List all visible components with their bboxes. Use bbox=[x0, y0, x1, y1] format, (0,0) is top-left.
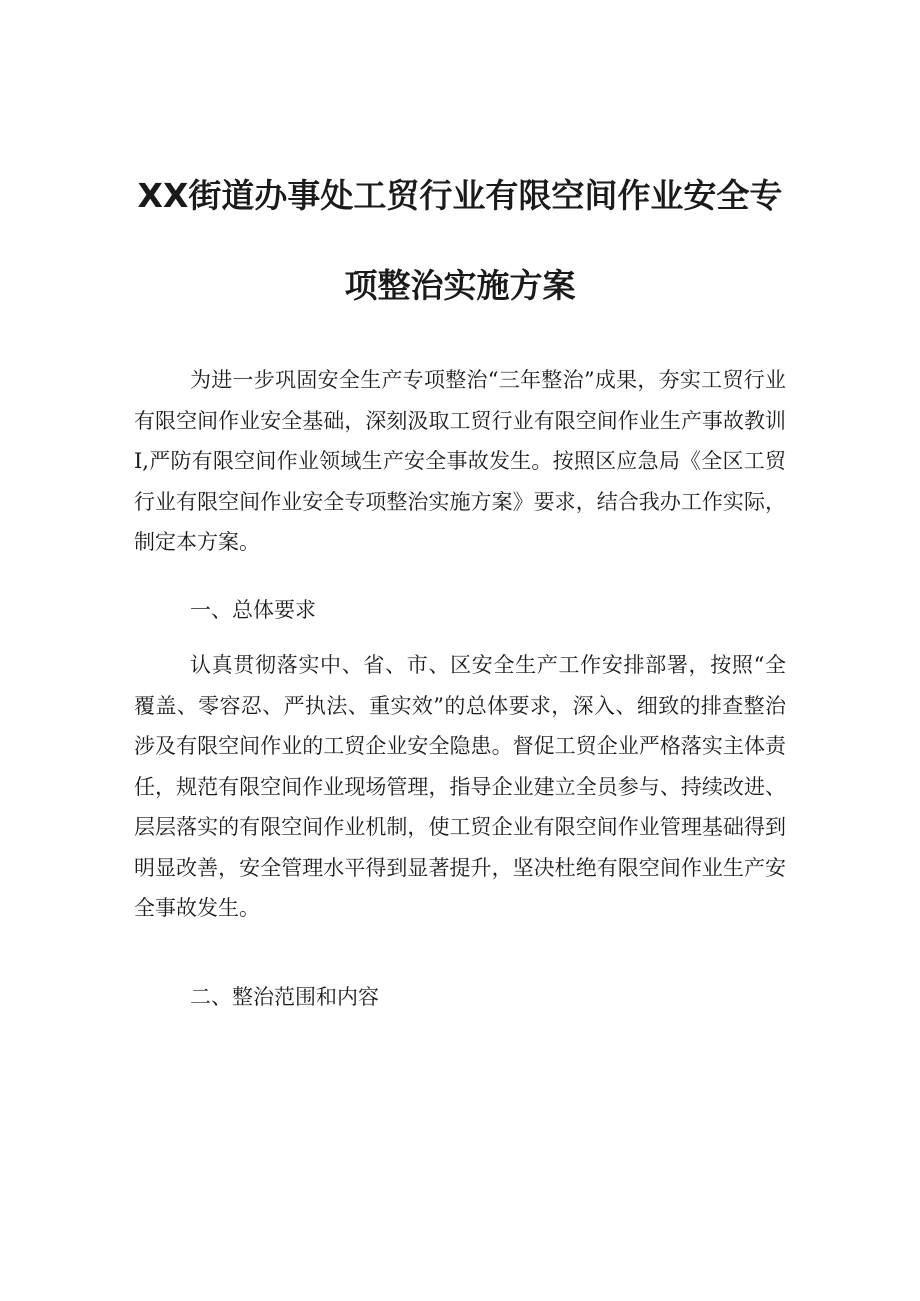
document-title-line-1: XX街道办事处工贸行业有限空间作业安全专 bbox=[137, 176, 783, 215]
section-heading-general-requirements: 一、总体要求 bbox=[190, 598, 316, 622]
section-heading-scope-and-content: 二、整治范围和内容 bbox=[190, 985, 379, 1009]
intro-paragraph: 为进一步巩固安全生产专项整治“三年整治”成果，夯实工贸行业有限空间作业安全基础，深刻汲取工贸行业有限空间作业生产事故教训I,严防有限空间作业领域生产安全事故发生。按照区应急局《全区工贸行业有限空间作业安全专项整治实施方案》要求，结合我办工作实际，制定本方案。 bbox=[134, 368, 786, 554]
document-title-line-2: 项整治实施方案 bbox=[344, 266, 576, 305]
general-requirements-paragraph: 认真贯彻落实中、省、市、区安全生产工作安排部署，按照“全覆盖、零容忍、严执法、重实效”的总体要求，深入、细致的排查整治涉及有限空间作业的工贸企业安全隐患。督促工贸企业严格落实主体责任，规范有限空间作业现场管理，指导企业建立全员参与、持续改进、层层落实的有限空间作业机制，使工贸企业有限空间作业管理基础得到明显改善，安全管理水平得到显著提升，坚决杜绝有限空间作业生产安全事故发生。 bbox=[134, 653, 786, 920]
